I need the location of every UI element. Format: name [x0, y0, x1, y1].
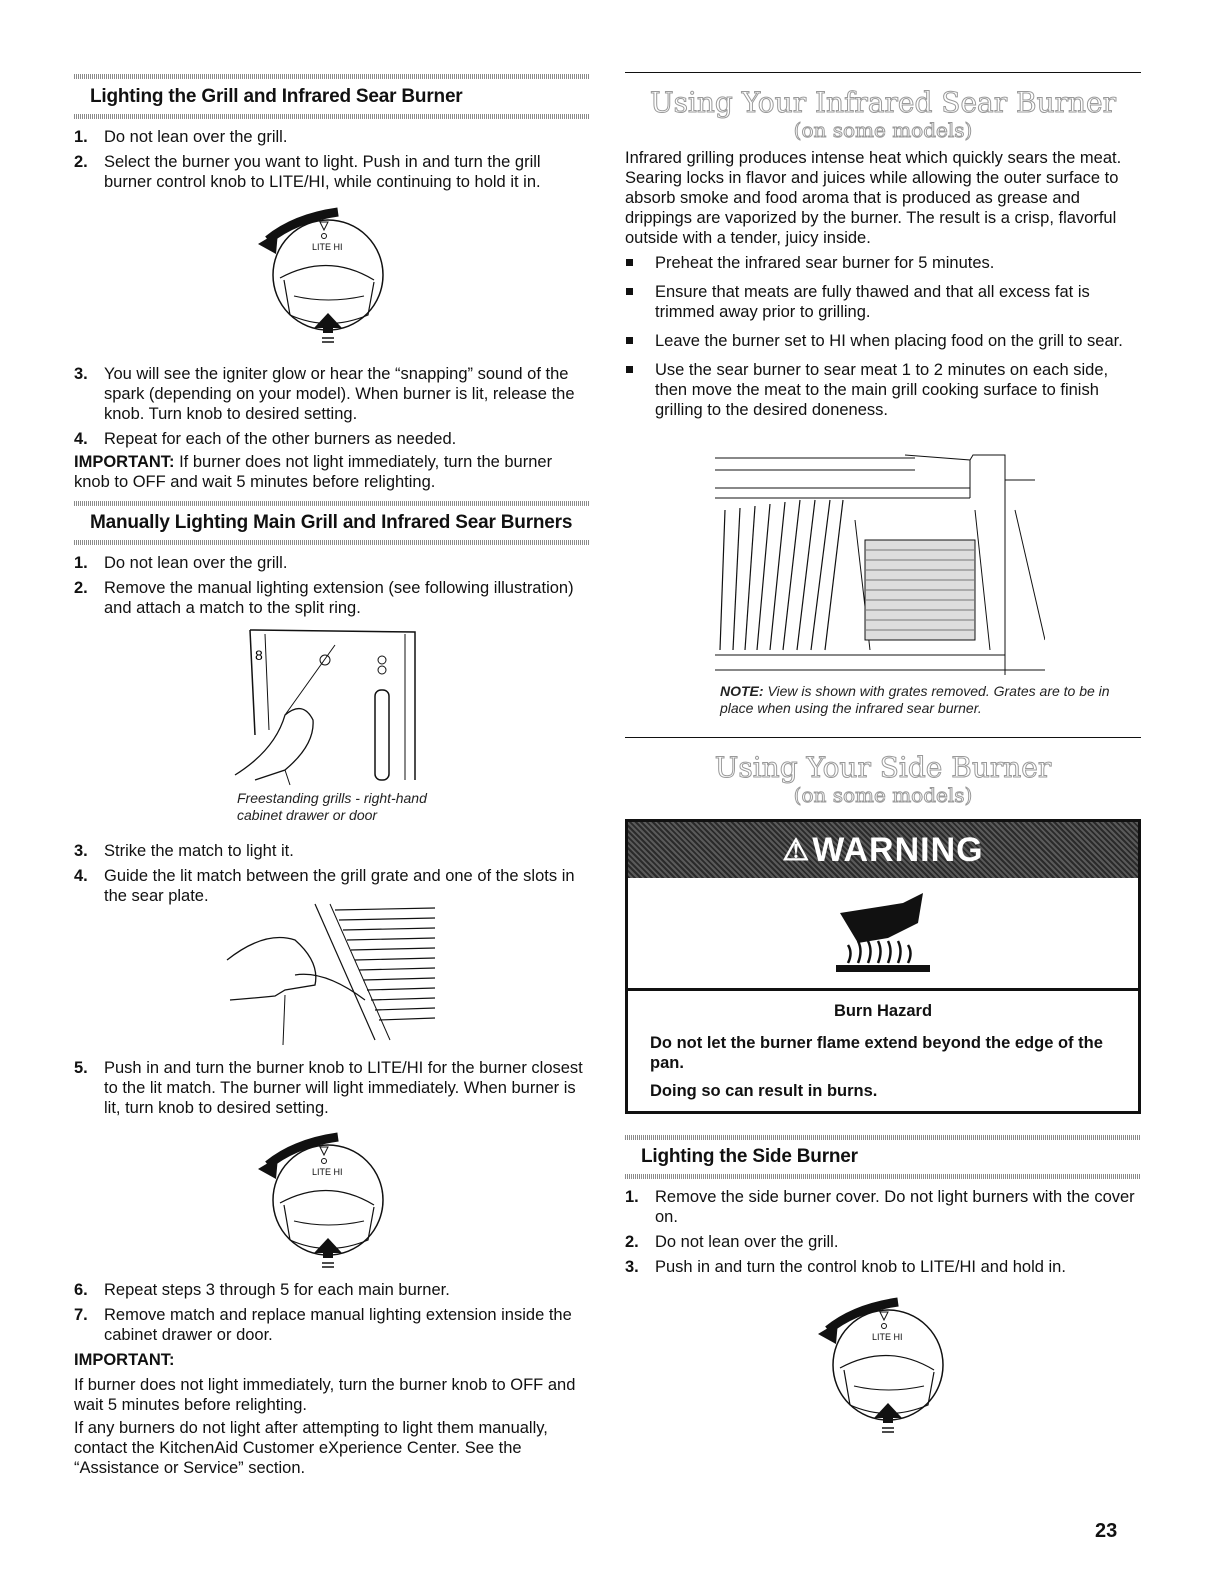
match-grate-illustration [225, 900, 435, 1048]
hazard-symbol-panel [628, 878, 1138, 991]
steps-list [74, 1058, 590, 1123]
step-text: Do not lean over the grill. [104, 128, 288, 146]
step-text: You will see the igniter glow or hear the “snapping” sound of the spark (depending on your model). When burner is lit, release the knob. Turn knob to desired setting. [104, 365, 575, 423]
step-number: 3. [625, 1258, 639, 1276]
step-number: 7. [74, 1306, 88, 1324]
step-item [74, 152, 590, 192]
step-text: Repeat for each of the other burners as needed. [104, 430, 457, 448]
knob-illustration [250, 200, 400, 355]
step-number: 4. [74, 867, 88, 885]
step-text: Push in and turn the burner knob to LITE/HI for the burner closest to the lit match. The burner will light immediately. When burner is lit, turn knob to desired setting. [104, 1059, 583, 1117]
steps-list [74, 1280, 590, 1350]
step-item [74, 1280, 590, 1300]
important-note [74, 452, 554, 492]
step-number: 5. [74, 1059, 88, 1077]
hazard-title: Burn Hazard [833, 1002, 933, 1020]
section-divider [74, 501, 590, 506]
steps-list [74, 553, 590, 623]
warning-header [628, 822, 1138, 878]
tip-text: Preheat the infrared sear burner for 5 minutes. [655, 254, 995, 272]
figure-caption: Freestanding grills - right-hand cabinet drawer or door [237, 790, 427, 823]
bullet-square-icon [626, 259, 633, 266]
bullet-square-icon [626, 366, 633, 373]
step-item [74, 841, 590, 861]
section-title-side-burner: Using Your Side Burner [714, 751, 1052, 784]
tip-item [625, 282, 1141, 322]
step-number: 2. [74, 153, 88, 171]
step-item [74, 364, 590, 424]
step-number: 1. [74, 554, 88, 572]
step-text: Strike the match to light it. [104, 842, 294, 860]
figure-note [720, 683, 1120, 717]
step-item [625, 1232, 1141, 1252]
knob-illustration [810, 1290, 960, 1445]
control-knob-icon [250, 200, 400, 355]
section-title-manual-lighting: Manually Lighting Main Grill and Infrared Sear Burners [90, 512, 573, 533]
step-number: 1. [625, 1188, 639, 1206]
step-item [74, 578, 590, 618]
step-item [74, 553, 590, 573]
bullet-square-icon [626, 288, 633, 295]
knob-label: LITE HI [872, 1332, 903, 1342]
step-item [625, 1187, 1141, 1227]
control-knob-icon [810, 1290, 960, 1445]
step-number: 2. [625, 1233, 639, 1251]
column-rule [625, 737, 1141, 738]
steps-list [74, 364, 590, 454]
warning-consequence: Doing so can result in burns. [650, 1082, 878, 1100]
step-text: Repeat steps 3 through 5 for each main burner. [104, 1281, 450, 1299]
section-subtitle: (on some models) [793, 118, 973, 142]
tip-item [625, 360, 1141, 420]
section-divider [74, 74, 590, 79]
note-label: NOTE: [720, 683, 764, 699]
important-paragraph: If burner does not light immediately, turn the burner knob to OFF and wait 5 minutes before relighting. [74, 1376, 576, 1414]
step-item [74, 429, 590, 449]
section-title-lighting-side-burner: Lighting the Side Burner [641, 1146, 858, 1167]
step-number: 3. [74, 842, 88, 860]
bullet-square-icon [626, 337, 633, 344]
section-divider [625, 1135, 1141, 1140]
note-text: View is shown with grates removed. Grates are to be in place when using the infrared sear burner. [720, 683, 1110, 716]
section-subtitle: (on some models) [793, 783, 973, 807]
tip-text: Leave the burner set to HI when placing food on the grill to sear. [655, 332, 1123, 350]
knob-label: LITE HI [312, 1167, 343, 1177]
warning-heading: WARNING [812, 830, 984, 869]
step-text: Remove the side burner cover. Do not light burners with the cover on. [655, 1188, 1135, 1226]
step-number: 1. [74, 128, 88, 146]
control-knob-icon [250, 1125, 400, 1280]
tip-item [625, 331, 1141, 351]
manual-lighting-extension-illustration [225, 620, 435, 788]
step-text: Remove match and replace manual lighting extension inside the cabinet drawer or door. [104, 1306, 572, 1344]
steps-list [625, 1187, 1141, 1282]
important-text: If burner does not light immediately, turn the burner knob to OFF and wait 5 minutes before relighting. [74, 453, 553, 491]
warning-instruction: Do not let the burner flame extend beyond the edge of the pan. [650, 1034, 1103, 1072]
step-text: Guide the lit match between the grill grate and one of the slots in the sear plate. [104, 867, 575, 905]
knob-illustration [250, 1125, 400, 1280]
column-rule [625, 72, 1141, 73]
step-item [74, 1058, 590, 1118]
sear-burner-illustration [715, 450, 1045, 675]
section-divider [625, 1174, 1141, 1179]
steps-list [74, 127, 590, 197]
important-paragraph: If any burners do not light after attempting to light them manually, contact the KitchenAid Customer eXperience Center. See the “Assistance or Service” section. [74, 1419, 548, 1477]
section-title-infrared: Using Your Infrared Sear Burner [649, 86, 1117, 119]
step-item [74, 1305, 590, 1345]
page-number: 23 [1095, 1520, 1118, 1542]
section-divider [74, 540, 590, 545]
section-divider [74, 114, 590, 119]
step-text: Do not lean over the grill. [655, 1233, 839, 1251]
step-number: 6. [74, 1281, 88, 1299]
tips-list [625, 253, 1141, 429]
tip-item [625, 253, 1141, 273]
step-text: Push in and turn the control knob to LITE/HI and hold in. [655, 1258, 1066, 1276]
step-number: 4. [74, 430, 88, 448]
knob-label: LITE HI [312, 242, 343, 252]
step-text: Do not lean over the grill. [104, 554, 288, 572]
warning-box [625, 819, 1141, 1114]
step-number: 3. [74, 365, 88, 383]
step-text: Select the burner you want to light. Push in and turn the grill burner control knob to LITE/HI, while continuing to hold it in. [104, 153, 541, 191]
important-label: IMPORTANT: [74, 1351, 175, 1369]
intro-paragraph: Infrared grilling produces intense heat which quickly sears the meat. Searing locks in flavor and juices while allowing the outer surface to absorb smoke and food aroma that is produced as grease and drippings are vaporized by the burner. The result is a crisp, flavorful outside with a tender, juicy inside. [625, 149, 1122, 247]
section-title-lighting-grill: Lighting the Grill and Infrared Sear Burner [90, 86, 463, 107]
step-text: Remove the manual lighting extension (see following illustration) and attach a match to the split ring. [104, 579, 574, 617]
hot-surface-hand-icon [828, 893, 938, 973]
step-item [625, 1257, 1141, 1277]
tip-text: Ensure that meats are fully thawed and that all excess fat is trimmed away prior to grilling. [655, 283, 1090, 321]
step-number: 2. [74, 579, 88, 597]
tip-text: Use the sear burner to sear meat 1 to 2 minutes on each side, then move the meat to the main grill cooking surface to finish grilling to the desired doneness. [655, 361, 1109, 419]
important-label: IMPORTANT: [74, 453, 175, 471]
warning-triangle-icon: ⚠ [782, 833, 811, 867]
step-item [74, 127, 590, 147]
svg-text:8: 8 [255, 647, 263, 663]
